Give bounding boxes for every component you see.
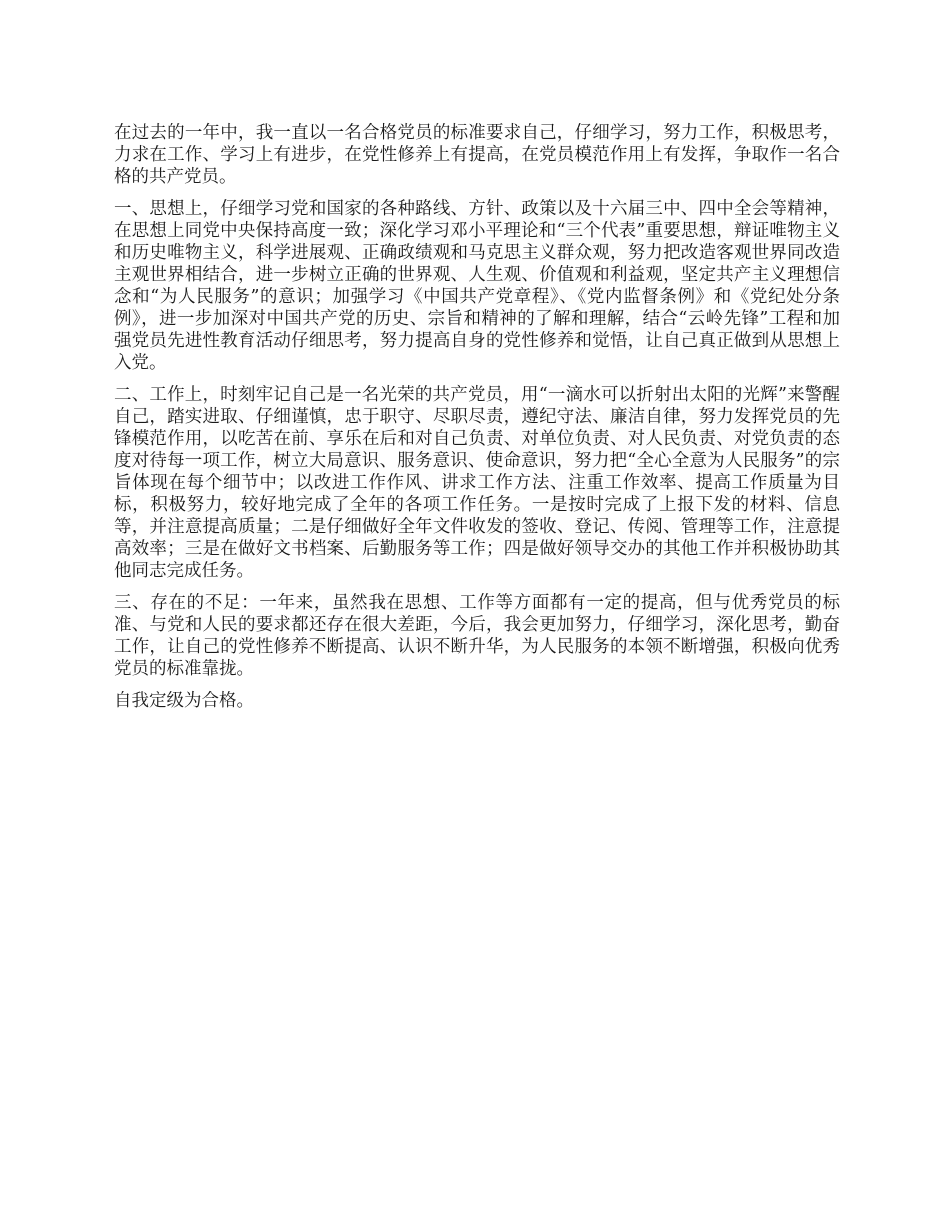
paragraph-intro: 在过去的一年中，我一直以一名合格党员的标准要求自己，仔细学习，努力工作，积极思考，力求在工作、学习上有进步，在党性修养上有提高，在党员模范作用上有发挥，争取作一名合格的共产党员。 [114, 123, 840, 187]
document-body [114, 122, 840, 722]
paragraph-shortcomings: 三、存在的不足：一年来，虽然我在思想、工作等方面都有一定的提高，但与优秀党员的标准、与党和人民的要求都还存在很大差距，今后，我会更加努力，仔细学习，深化思考，勤奋工作，让自己的党性修养不断提高、认识不断升华，为人民服务的本领不断增强，积极向优秀党员的标准靠拢。 [114, 593, 840, 679]
paragraph-work: 二、工作上，时刻牢记自己是一名光荣的共产党员，用“一滴水可以折射出太阳的光辉”来警醒自己，踏实进取、仔细谨慎，忠于职守、尽职尽责，遵纪守法、廉洁自律，努力发挥党员的先锋模范作用，以吃苦在前、享乐在后和对自己负责、对单位负责、对人民负责、对党负责的态度对待每一项工作，树立大局意识、服务意识、使命意识，努力把“全心全意为人民服务”的宗旨体现在每个细节中；以改进工作作风、讲求工作方法、注重工作效率、提高工作质量为目标，积极努力，较好地完成了全年的各项工作任务。一是按时完成了上报下发的材料、信息等，并注意提高质量；二是仔细做好全年文件收发的签收、登记、传阅、管理等工作，注意提高效率；三是在做好文书档案、后勤服务等工作；四是做好领导交办的其他工作并积极协助其他同志完成任务。 [114, 385, 840, 581]
paragraph-thought: 一、思想上，仔细学习党和国家的各种路线、方针、政策以及十六届三中、四中全会等精神，在思想上同党中央保持高度一致；深化学习邓小平理论和“三个代表”重要思想，辩证唯物主义和历史唯物主义，科学进展观、正确政绩观和马克思主义群众观，努力把改造客观世界同改造主观世界相结合，进一步树立正确的世界观、人生观、价值观和利益观，坚定共产主义理想信念和“为人民服务”的意识；加强学习《中国共产党章程》、《党内监督条例》和《党纪处分条例》，进一步加深对中国共产党的历史、宗旨和精神的了解和理解，结合“云岭先锋”工程和加强党员先进性教育活动仔细思考，努力提高自身的党性修养和觉悟，让自己真正做到从思想上入党。 [114, 199, 840, 373]
paragraph-self-rating: 自我定级为合格。 [114, 691, 254, 711]
